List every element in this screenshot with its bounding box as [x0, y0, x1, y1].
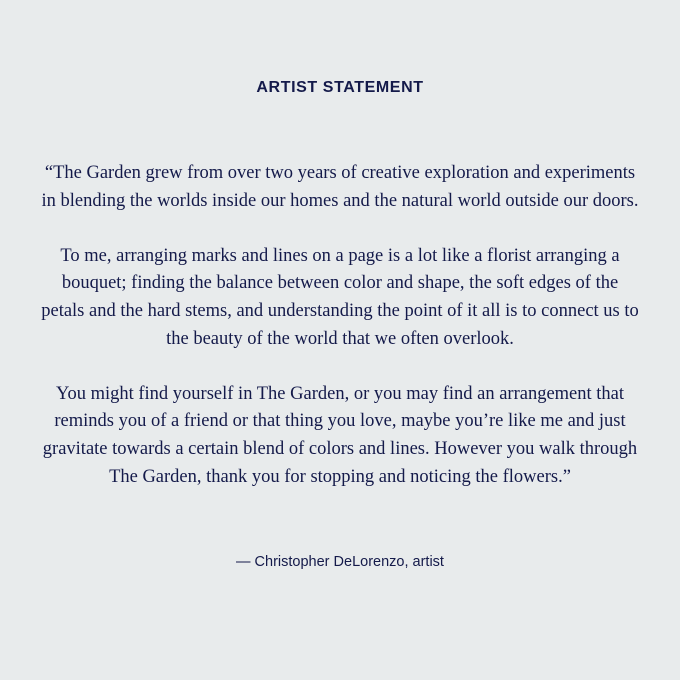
statement-paragraph-2: To me, arranging marks and lines on a page is a lot like a florist arranging a bouquet; finding the balance between color and shape, the soft edges of the petals and the hard stems, and understanding the point of it all is to connect us to the beauty of the world that we often overlook. [41, 245, 639, 349]
attribution: — Christopher DeLorenzo, artist [236, 554, 444, 570]
statement-paragraph-3: You might find yourself in The Garden, or you may find an arrangement that reminds you of a friend or that thing you love, maybe you’re like me and just gravitate towards a certain blend of colors and lines. However you walk through The Garden, thank you for stopping and noticing the flowers.” [42, 383, 638, 487]
statement-body [40, 160, 640, 491]
statement-paragraph-1: “The Garden grew from over two years of creative exploration and experiments in blending the worlds inside our homes and the natural world outside our doors. [41, 163, 639, 211]
page-title: ARTIST STATEMENT [256, 79, 424, 96]
